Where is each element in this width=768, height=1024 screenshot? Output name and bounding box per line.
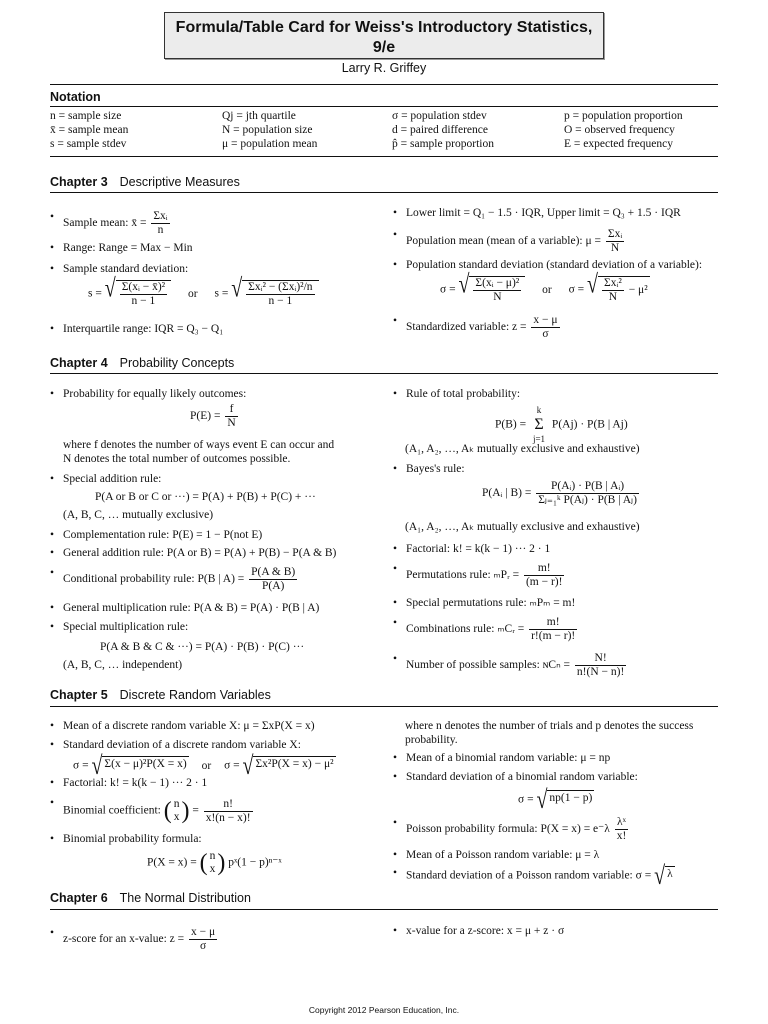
- ch4-special-multiplication-formula: P(A & B & C & ···) = P(A) · P(B) · P(C) ···: [100, 641, 305, 653]
- ch4-special-permutations: • Special permutations rule: ₘPₘ = m!: [393, 596, 575, 610]
- notation-top-rule: [50, 84, 718, 85]
- ch4-permutations: • Permutations rule: ₘPᵣ = $\frac{m!}{(m - r)!}$: [393, 562, 566, 589]
- ch5-discrete-mean: • Mean of a discrete random variable X: μ = ΣxP(X = x): [50, 719, 315, 733]
- ch5-binomial-mean: • Mean of a binomial random variable: μ = np: [393, 751, 610, 765]
- ch4-bayes-formula: P(Aᵢ | B) = $\frac{\text{P(Aᵢ) · P(B | Aᵢ)}}{\text{Σⱼ₌₁ᵏ P(Aⱼ) · P(B | Aⱼ)}}$: [482, 480, 637, 506]
- ch6-x-value: • x-value for a z-score: x = μ + z · σ: [393, 924, 564, 938]
- ch4-special-multiplication-note: (A, B, C, … independent): [63, 659, 183, 671]
- ch5-heading: Chapter 5 Discrete Random Variables: [50, 688, 271, 702]
- ch5-binomial-note-1: where n denotes the number of trials and p denotes the success: [405, 720, 694, 732]
- ch5-factorial: • Factorial: k! = k(k − 1) ··· 2 · 1: [50, 776, 207, 790]
- ch3-population-stdev-label: • Population standard deviation (standard deviation of a variable):: [393, 258, 702, 272]
- card-title: Formula/Table Card for Weiss's Introductory Statistics, 9/e: [175, 19, 593, 56]
- ch4-equally-likely-note-1: where f denotes the number of ways event E can occur and: [63, 439, 335, 451]
- ch4-general-multiplication: • General multiplication rule: P(A & B) = P(A) · P(B | A): [50, 601, 319, 615]
- ch5-binomial-formula-label: • Binomial probability formula:: [50, 832, 202, 846]
- ch4-total-probability: • Rule of total probability:: [393, 387, 520, 401]
- ch4-equally-likely-formula: P(E) = $\frac{f}{N}$: [190, 403, 236, 429]
- ch5-binomial-formula: P(X = x) = ( n x ) pˣ(1 − p)ⁿ⁻ˣ: [147, 850, 282, 876]
- notation-col-3: σ = population stdev d = paired difference p̂ = sample proportion: [392, 110, 494, 150]
- ch6-heading: Chapter 6 The Normal Distribution: [50, 891, 251, 905]
- ch4-bayes-note: (A₁, A₂, …, Aₖ mutually exclusive and exhaustive): [405, 521, 640, 533]
- ch3-sample-mean: • Sample mean: x̄ = $\frac{\text{Σxᵢ}}{n}$: [50, 210, 172, 237]
- ch4-factorial: • Factorial: k! = k(k − 1) ··· 2 · 1: [393, 542, 550, 556]
- ch4-bayes: • Bayes's rule:: [393, 462, 465, 476]
- copyright-footer: Copyright 2012 Pearson Education, Inc.: [308, 1005, 460, 1015]
- card-author: Larry R. Griffey: [341, 61, 427, 75]
- ch5-binomial-stdev-formula: σ = √ np(1 − p): [518, 785, 593, 815]
- ch3-standardized-variable: • Standardized variable: z = $\frac{x - \mu}{\sigma}$: [393, 314, 562, 341]
- ch4-possible-samples: • Number of possible samples: ɴCₙ = $\frac{N!}{n!(N - n)!}$: [393, 652, 628, 679]
- ch4-special-addition-note: (A, B, C, … mutually exclusive): [63, 509, 214, 521]
- ch3-sample-stdev-formulas: s = √ $\frac{\text{Σ(xᵢ − x̄)²}}{n - 1}$ or s = √ $\frac{\text{Σxᵢ² − (Σxᵢ)²/n}}{n - 1}$: [88, 280, 319, 308]
- ch5-poisson-mean: • Mean of a Poisson random variable: μ = λ: [393, 848, 599, 862]
- title-box: [164, 12, 604, 75]
- ch4-equally-likely: • Probability for equally likely outcomes:: [50, 387, 246, 401]
- ch5-binomial-stdev: • Standard deviation of a binomial random variable:: [393, 770, 638, 784]
- notation-col-1: n = sample size x̄ = sample mean s = sample stdev: [50, 110, 129, 150]
- ch4-special-multiplication: • Special multiplication rule:: [50, 620, 188, 634]
- ch5-binomial-note-2: probability.: [405, 734, 458, 746]
- ch3-range: • Range: Range = Max − Min: [50, 241, 193, 255]
- ch4-heading: Chapter 4 Probability Concepts: [50, 356, 235, 370]
- ch3-rule: [50, 192, 718, 193]
- ch3-sample-stdev-label: • Sample standard deviation:: [50, 262, 188, 276]
- ch5-poisson-formula: • Poisson probability formula: P(X = x) = e⁻λ $\frac{\text{λˣ}}{x!}$: [393, 816, 630, 843]
- ch3-heading: Chapter 3 Descriptive Measures: [50, 175, 240, 189]
- ch5-poisson-stdev: • Standard deviation of a Poisson random variable: σ = √ λ: [393, 866, 675, 886]
- ch5-discrete-stdev-formulas: σ = √ Σ(x − μ)²P(X = x) or σ = √ Σx²P(X = x) − μ²: [73, 751, 334, 781]
- ch3-limits: • Lower limit = Q₁ − 1.5 · IQR, Upper limit = Q₃ + 1.5 · IQR: [393, 206, 681, 220]
- ch5-discrete-stdev: • Standard deviation of a discrete random variable X:: [50, 738, 301, 752]
- notation-col-2: Qj = jth quartile N = population size μ = population mean: [222, 110, 318, 150]
- ch3-population-mean: • Population mean (mean of a variable): μ = $\frac{\text{Σxᵢ}}{N}$: [393, 228, 626, 255]
- ch6-z-score: • z-score for an x-value: z = $\frac{x - \mu}{\sigma}$: [50, 926, 219, 953]
- ch3-top-rule: [50, 156, 718, 157]
- ch3-population-stdev-formulas: σ = √ $\frac{\text{Σ(xᵢ − μ)²}}{N}$ or σ = √ $\frac{\text{Σxᵢ²}}{N}$ − μ²: [440, 270, 648, 303]
- ch3-iqr: • Interquartile range: IQR = Q₃ − Q₁: [50, 322, 223, 336]
- ch4-conditional: • Conditional probability rule: P(B | A) = $\frac{P(A \& B)}{P(A)}$: [50, 566, 299, 593]
- ch4-total-probability-formula: P(B) = k Σ j=1 P(Aj) · P(B | Aj): [495, 405, 628, 444]
- ch4-general-addition: • General addition rule: P(A or B) = P(A) + P(B) − P(A & B): [50, 546, 336, 560]
- notation-col-4: p = population proportion O = observed frequency E = expected frequency: [564, 110, 683, 150]
- ch4-rule: [50, 373, 718, 374]
- ch6-rule: [50, 909, 718, 910]
- ch5-binomial-coefficient: • Binomial coefficient: ( n x ) = $\frac{n!}{x!(n - x)!}$: [50, 796, 255, 826]
- ch4-equally-likely-note-2: N denotes the total number of outcomes possible.: [63, 453, 291, 465]
- ch5-rule: [50, 706, 718, 707]
- ch4-special-addition: • Special addition rule:: [50, 472, 161, 486]
- ch4-complementation: • Complementation rule: P(E) = 1 − P(not E): [50, 528, 262, 542]
- ch4-special-addition-formula: P(A or B or C or ···) = P(A) + P(B) + P(C) + ···: [95, 491, 316, 503]
- notation-rule: [50, 106, 718, 107]
- ch4-combinations: • Combinations rule: ₘCᵣ = $\frac{m!}{r!(m - r)!}$: [393, 616, 579, 643]
- ch4-total-probability-note: (A₁, A₂, …, Aₖ mutually exclusive and exhaustive): [405, 443, 640, 455]
- notation-heading: Notation: [50, 90, 101, 104]
